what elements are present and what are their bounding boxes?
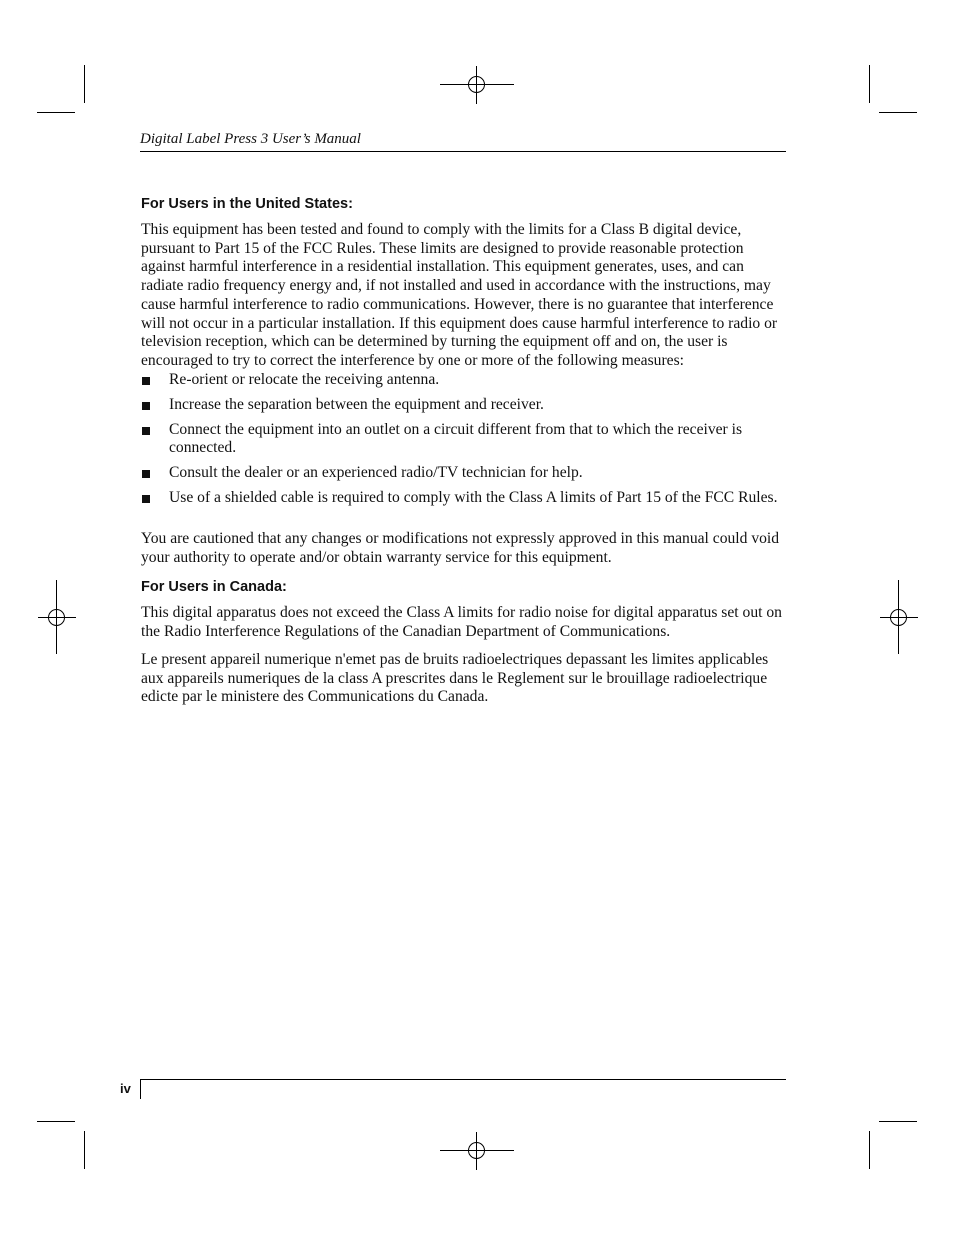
bullet-square-icon: [142, 427, 150, 435]
crop-mark-bottom-left-v: [84, 1131, 85, 1169]
crop-mark-bottom-left-h: [37, 1121, 75, 1122]
us-intro-paragraph: This equipment has been tested and found to comply with the limits for a Class B digital device, pursuant to Part 15 of the FCC Rules. These limits are designed to provide reasonable protection against harmful interference in a residential installation. This equipment generates, uses, and can radiate radio frequency energy and, if not installed and used in accordance with the instructions, may cause harmful interference to radio communications. However, there is no guarantee that interference will not occur in a particular installation. If this equipment does cause harmful interference to radio or television reception, which can be determined by turning the equipment off and on, the user is encouraged to try to correct the interference by one or more of the following measures:: [141, 221, 778, 369]
running-header: Digital Label Press 3 User’s Manual: [140, 131, 361, 147]
list-item: Increase the separation between the equipment and receiver.: [141, 396, 789, 415]
list-item: Connect the equipment into an outlet on a circuit different from that to which the receiver is connected.: [141, 421, 789, 458]
crop-mark-bottom-right-h: [879, 1121, 917, 1122]
list-item: Re-orient or relocate the receiving antenna.: [141, 371, 789, 390]
us-section-heading: For Users in the United States:: [141, 196, 353, 212]
list-item: Use of a shielded cable is required to comply with the Class A limits of Part 15 of the FCC Rules.: [141, 489, 789, 508]
list-item: Consult the dealer or an experienced radio/TV technician for help.: [141, 464, 789, 483]
measures-list: [141, 371, 789, 508]
footer-rule-vertical: [140, 1079, 141, 1099]
canada-french-paragraph: Le present appareil numerique n'emet pas de bruits radioelectriques depassant les limites applicables aux appareils numeriques de la class A prescrites dans le Reglement sur le brouillage radioelectrique edicte par le ministere des Communications du Canada.: [141, 650, 769, 706]
canada-english-paragraph: This digital apparatus does not exceed the Class A limits for radio noise for digital apparatus set out on the Radio Interference Regulations of the Canadian Department of Communications.: [141, 604, 782, 641]
canada-section-heading: For Users in Canada:: [141, 579, 287, 596]
page-number: iv: [120, 1081, 131, 1096]
bullet-square-icon: [142, 470, 150, 478]
page-content: [141, 195, 789, 707]
caution-paragraph: You are cautioned that any changes or modifications not expressly approved in this manual could void your authority to operate and/or obtain warranty service for this equipment.: [141, 530, 780, 566]
footer-rule: [140, 1079, 786, 1080]
bullet-square-icon: [142, 495, 150, 503]
crop-mark-top-left-h: [37, 112, 75, 113]
header-rule: [140, 151, 786, 152]
crop-mark-bottom-right-v: [869, 1131, 870, 1169]
crop-mark-top-left-v: [84, 65, 85, 103]
crop-mark-top-right-v: [869, 65, 870, 103]
bullet-square-icon: [142, 402, 150, 410]
crop-mark-top-right-h: [879, 112, 917, 113]
bullet-square-icon: [142, 377, 150, 385]
